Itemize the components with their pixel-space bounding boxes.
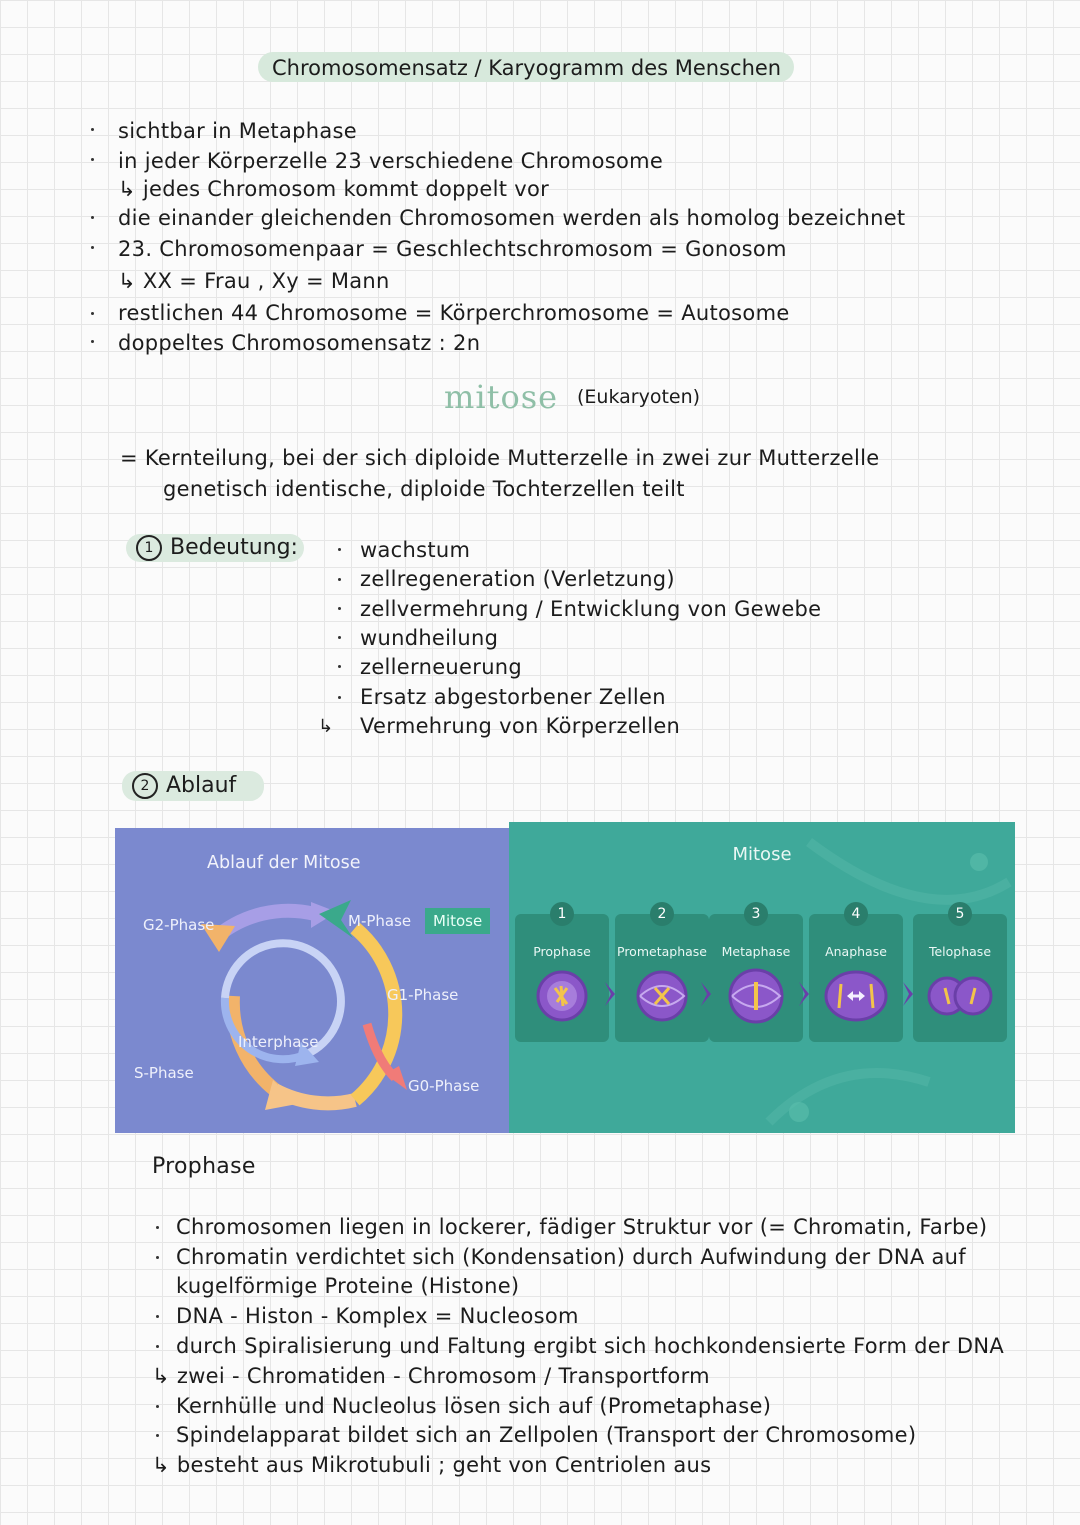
bedeutung-item: zellregeneration (Verletzung) <box>360 567 675 591</box>
definition-line: genetisch identische, diploide Tochterzellen teilt <box>163 477 685 501</box>
arrow-icon: ↳ <box>318 716 334 737</box>
g2-phase-label: G2-Phase <box>143 916 215 934</box>
definition-line: = Kernteilung, bei der sich diploide Mutterzelle in zwei zur Mutterzelle <box>120 446 880 470</box>
intro-line: restlichen 44 Chromosome = Körperchromosome = Autosome <box>118 301 790 325</box>
bullet-dot <box>156 1405 159 1408</box>
prophase-line: ↳ zwei - Chromatiden - Chromosom / Transportform <box>152 1364 710 1388</box>
prophase-line: kugelförmige Proteine (Histone) <box>176 1274 520 1298</box>
bullet-dot <box>91 340 94 343</box>
phase-name: Metaphase <box>721 944 791 959</box>
bullet-dot <box>156 1434 159 1437</box>
phase-name: Prophase <box>533 944 591 959</box>
bullet-dot <box>91 128 94 131</box>
intro-line: die einander gleichenden Chromosomen werden als homolog bezeichnet <box>118 206 906 230</box>
page-title: Chromosomensatz / Karyogramm des Menschen <box>272 56 782 80</box>
bullet-dot <box>91 158 94 161</box>
intro-line: 23. Chromosomenpaar = Geschlechtschromosom = Gonosom <box>118 237 787 261</box>
ablauf-label: Ablauf <box>166 773 237 798</box>
phase-number: 3 <box>744 902 768 926</box>
bullet-dot <box>338 636 341 639</box>
phase-number: 4 <box>844 902 868 926</box>
phase-number: 1 <box>550 902 574 926</box>
g0-phase-label: G0-Phase <box>408 1077 480 1095</box>
bullet-dot <box>91 312 94 315</box>
intro-line: ↳ XX = Frau , Xy = Mann <box>118 269 390 293</box>
bedeutung-item: wundheilung <box>360 626 499 650</box>
section-number: 2 <box>132 773 158 799</box>
chevron-right-icon <box>903 982 913 1006</box>
section-number: 1 <box>136 535 162 561</box>
bedeutung-item: zellvermehrung / Entwicklung von Gewebe <box>360 597 822 621</box>
bedeutung-label: Bedeutung: <box>170 535 298 560</box>
intro-line: ↳ jedes Chromosom kommt doppelt vor <box>118 177 550 201</box>
bullet-dot <box>338 665 341 668</box>
mitosis-phases-diagram <box>509 822 1015 1133</box>
chevron-right-icon <box>701 982 711 1006</box>
bullet-dot <box>338 696 341 699</box>
intro-line: sichtbar in Metaphase <box>118 119 358 143</box>
bullet-dot <box>338 578 341 581</box>
bullet-dot <box>91 216 94 219</box>
m-phase-label: M-Phase <box>348 912 412 930</box>
mitosis-title: Mitose <box>732 844 792 865</box>
bedeutung-item: zellerneuerung <box>360 655 523 679</box>
bullet-dot <box>91 246 94 249</box>
bullet-dot <box>156 1345 159 1348</box>
g1-phase-label: G1-Phase <box>387 986 459 1004</box>
phase-number: 5 <box>948 902 972 926</box>
bedeutung-item: Vermehrung von Körperzellen <box>360 714 681 738</box>
prophase-line: durch Spiralisierung und Faltung ergibt sich hochkondensierte Form der DNA <box>176 1334 1005 1358</box>
prophase-heading: Prophase <box>152 1154 256 1179</box>
phase-arrows <box>509 822 1015 1133</box>
bullet-dot <box>338 607 341 610</box>
phase-number: 2 <box>650 902 674 926</box>
ablauf-heading <box>132 773 236 799</box>
intro-line: doppeltes Chromosomensatz : 2n <box>118 331 481 355</box>
prophase-line: Kernhülle und Nucleolus lösen sich auf (Prometaphase) <box>176 1394 772 1418</box>
phase-name: Telophase <box>928 944 992 959</box>
prophase-line: Spindelapparat bildet sich an Zellpolen (Transport der Chromosome) <box>176 1423 917 1447</box>
phase-name: Anaphase <box>825 944 887 959</box>
interphase-label: Interphase <box>238 1033 319 1051</box>
prophase-line: Chromosomen liegen in lockerer, fädiger Struktur vor (= Chromatin, Farbe) <box>176 1215 988 1239</box>
bullet-dot <box>156 1256 159 1259</box>
bedeutung-heading <box>136 535 298 561</box>
cycle-title: Ablauf der Mitose <box>207 853 361 873</box>
s-phase-label: S-Phase <box>134 1064 194 1082</box>
intro-line: in jeder Körperzelle 23 verschiedene Chromosome <box>118 149 664 173</box>
prophase-line: ↳ besteht aus Mikrotubuli ; geht von Centriolen aus <box>152 1453 712 1477</box>
cell-cycle-diagram <box>115 828 509 1133</box>
bullet-dot <box>156 1315 159 1318</box>
prophase-line: Chromatin verdichtet sich (Kondensation) durch Aufwindung der DNA auf <box>176 1245 966 1269</box>
chevron-right-icon <box>799 982 809 1006</box>
prophase-line: DNA - Histon - Komplex = Nucleosom <box>176 1304 579 1328</box>
mitose-badge: Mitose <box>425 908 490 934</box>
bullet-dot <box>338 548 341 551</box>
mitose-heading: mitose <box>444 378 559 416</box>
chevron-right-icon <box>605 982 615 1006</box>
bullet-dot <box>156 1226 159 1229</box>
bedeutung-item: Ersatz abgestorbener Zellen <box>360 685 666 709</box>
phase-name: Prometaphase <box>617 944 707 959</box>
bedeutung-item: wachstum <box>360 538 471 562</box>
mitose-subtitle: (Eukaryoten) <box>577 386 701 408</box>
